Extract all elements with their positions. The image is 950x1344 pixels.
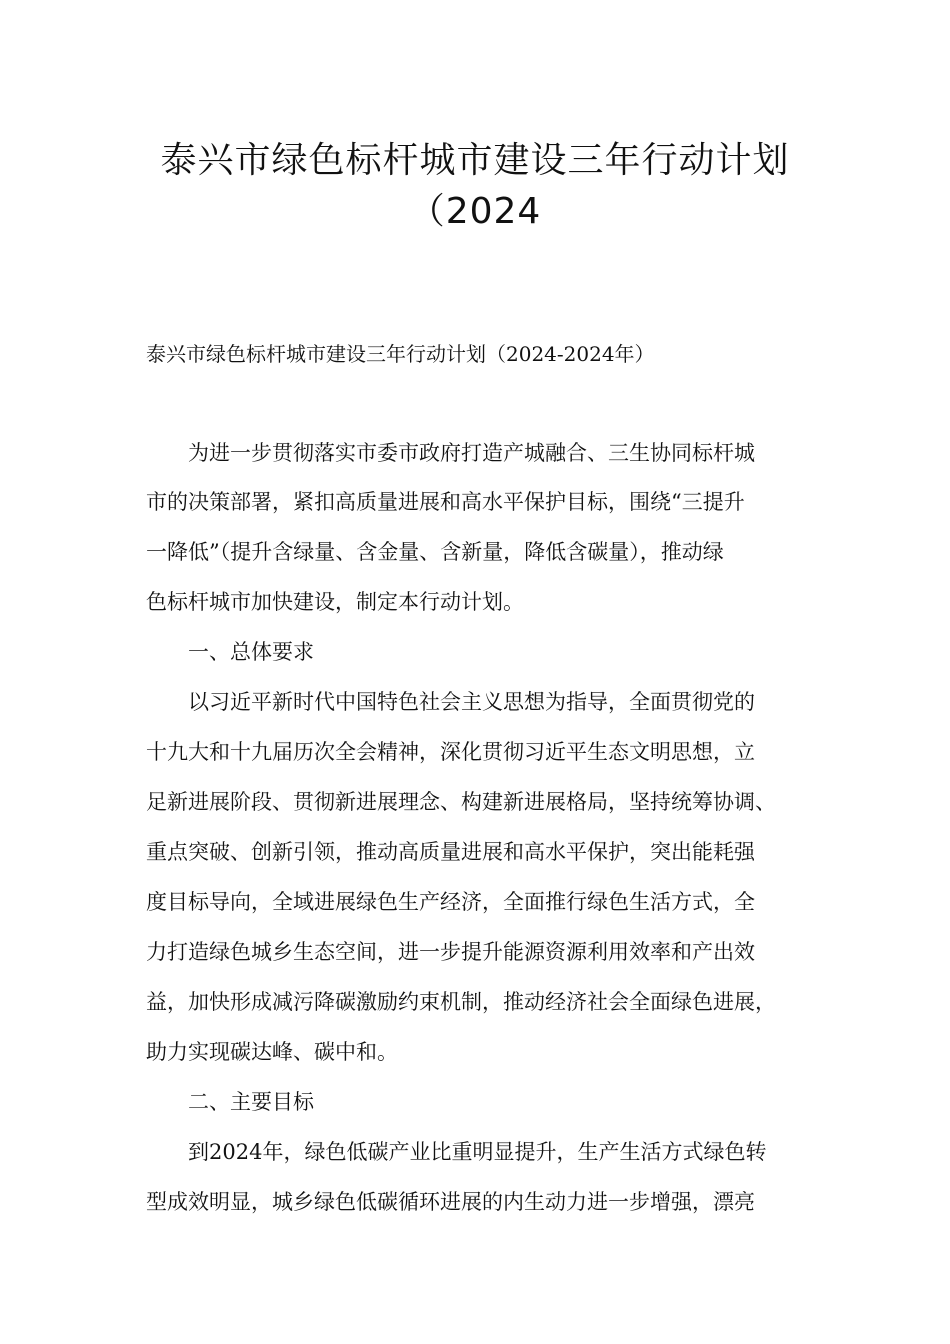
- paragraph-line: 型成效明显，城乡绿色低碳循环进展的内生动力进一步增强，漂亮: [146, 1190, 755, 1214]
- paragraph-line: 度目标导向，全域进展绿色生产经济，全面推行绿色生活方式，全: [146, 890, 755, 914]
- paragraph-line: 重点突破、创新引领，推动高质量进展和高水平保护，突出能耗强: [146, 840, 755, 864]
- paragraph-line: 为进一步贯彻落实市委市政府打造产城融合、三生协同标杆城: [146, 441, 755, 465]
- paragraph-line: 一降低”（提升含绿量、含金量、含新量，降低含碳量），推动绿: [146, 540, 724, 564]
- paragraph-line: 足新进展阶段、贯彻新进展理念、构建新进展格局，坚持统筹协调、: [146, 790, 776, 814]
- document-title-line-2: （2024: [408, 191, 542, 232]
- section-heading: 二、主要目标: [146, 1090, 314, 1114]
- paragraph-line: 力打造绿色城乡生态空间，进一步提升能源资源利用效率和产出效: [146, 940, 755, 964]
- document-subtitle: 泰兴市绿色标杆城市建设三年行动计划（2024-2024年）: [146, 342, 655, 366]
- paragraph-line: 十九大和十九届历次全会精神，深化贯彻习近平生态文明思想，立: [146, 740, 755, 764]
- document-title-line-1: 泰兴市绿色标杆城市建设三年行动计划: [160, 140, 790, 181]
- paragraph-line: 市的决策部署，紧扣高质量进展和高水平保护目标，围绕“三提升: [146, 490, 745, 514]
- paragraph-line: 益，加快形成减污降碳激励约束机制，推动经济社会全面绿色进展，: [146, 990, 776, 1014]
- paragraph-line: 到2024年，绿色低碳产业比重明显提升，生产生活方式绿色转: [146, 1140, 767, 1164]
- paragraph-line: 助力实现碳达峰、碳中和。: [146, 1040, 398, 1064]
- paragraph-line: 以习近平新时代中国特色社会主义思想为指导，全面贯彻党的: [146, 690, 755, 714]
- paragraph-line: 色标杆城市加快建设，制定本行动计划。: [146, 590, 524, 614]
- section-heading: 一、总体要求: [146, 640, 314, 664]
